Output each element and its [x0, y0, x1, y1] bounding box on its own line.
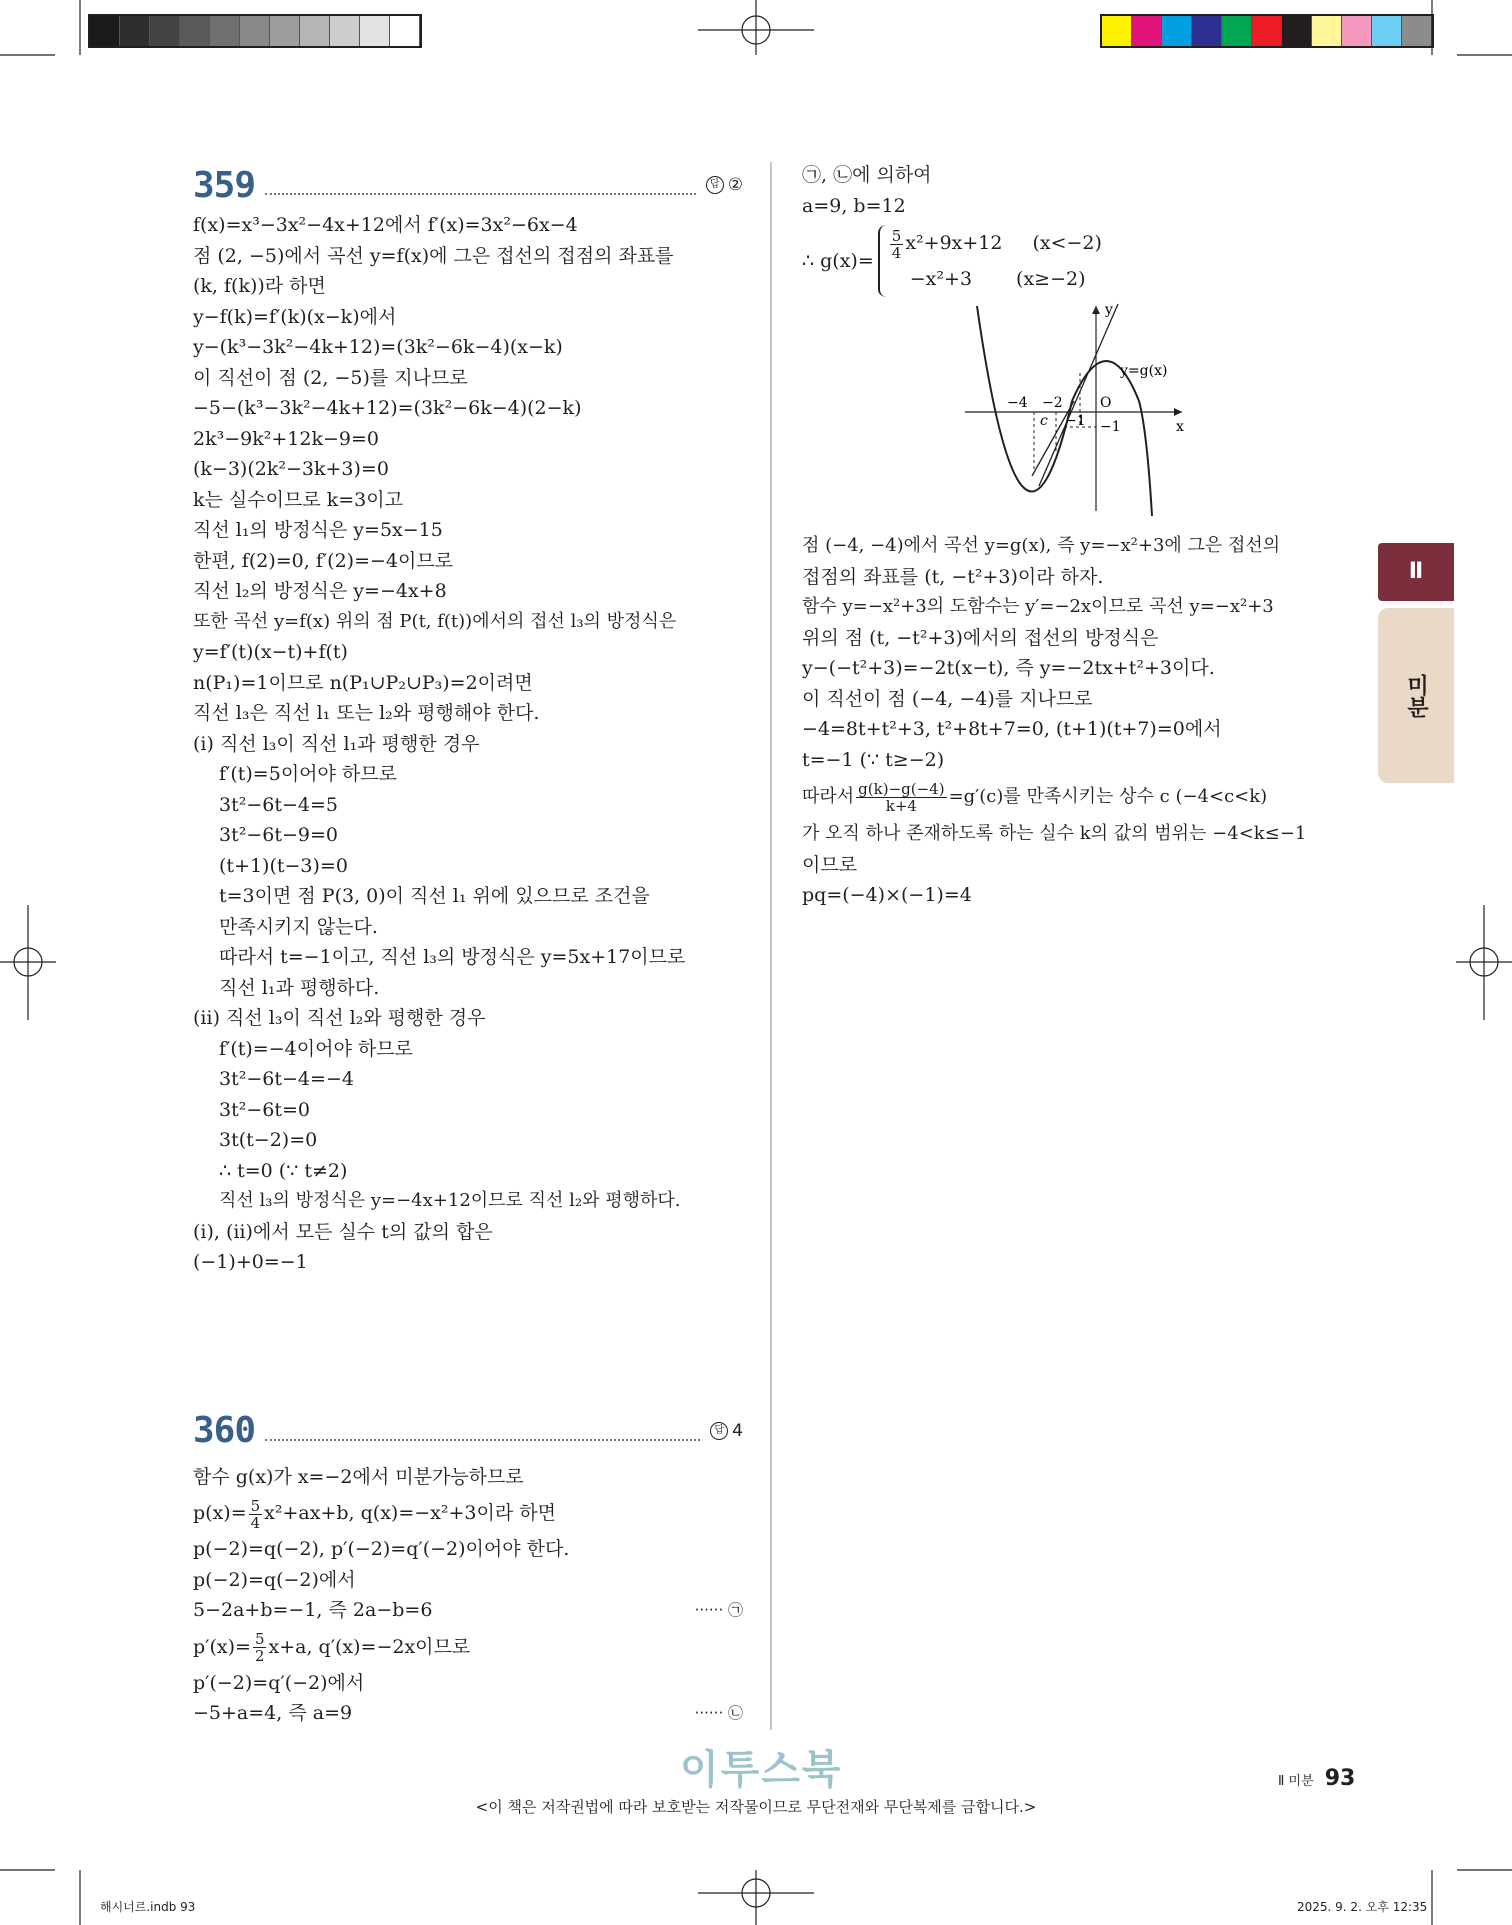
case-1-line: 만족시키지 않는다.	[219, 915, 378, 938]
case-2-line: 3t²−6t−4=−4	[219, 1068, 354, 1090]
solution-line: 접점의 좌표를 (t, −t²+3)이라 하자.	[802, 565, 1104, 588]
origin-label: O	[1100, 395, 1112, 411]
conclusion-line: (−1)+0=−1	[193, 1251, 308, 1273]
solution-line: t=−1 (∵ t≥−2)	[802, 748, 945, 771]
solution-line: n(P₁)=1이므로 n(P₁∪P₂∪P₃)=2이려면	[193, 671, 533, 694]
case-2-line: 3t(t−2)=0	[219, 1129, 318, 1151]
case-1-line: f′(t)=5이어야 하므로	[219, 763, 397, 785]
page-number: 93	[1324, 1766, 1356, 1791]
fraction	[856, 781, 946, 814]
solution-line: 이 직선이 점 (−4, −4)를 지나므로	[802, 687, 1093, 710]
leader-dots	[265, 175, 696, 195]
solution-line: 직선 l₂의 방정식은 y=−4x+8	[193, 580, 447, 602]
solution-line: 이므로	[802, 853, 858, 876]
solution-line: −4=8t+t²+3, t²+8t+7=0, (t+1)(t+7)=0에서	[802, 718, 1222, 740]
left-column	[193, 160, 743, 1729]
solution-line: −5−(k³−3k²−4k+12)=(3k²−6k−4)(2−k)	[193, 397, 582, 419]
case-2-line: 3t²−6t=0	[219, 1098, 310, 1121]
solution-line: y−f(k)=f′(k)(x−k)에서	[193, 305, 397, 328]
fraction	[890, 228, 904, 261]
x-axis-label: x	[1176, 419, 1184, 435]
case-1-line: 따라서 t=−1이고, 직선 l₃의 방정식은 y=5x+17이므로	[219, 946, 686, 968]
conclusion-line: (ⅰ), (ⅱ)에서 모든 실수 t의 값의 합은	[193, 1220, 493, 1243]
chapter-tab-numeral: Ⅱ	[1378, 543, 1454, 601]
expr-part: 5−2a+b=−1, 즉 2a−b=6	[193, 1599, 433, 1621]
case-1-line: 3t²−6t−9=0	[219, 824, 339, 846]
expr-part: =g′(c)를 만족시키는 상수 c (−4<c<k)	[948, 786, 1268, 807]
answer-icon: 답	[710, 1422, 728, 1440]
fraction	[249, 1498, 263, 1531]
case-1-line: t=3이면 점 P(3, 0)이 직선 l₁ 위에 있으므로 조건을	[219, 885, 650, 907]
solution-line: f(x)=x³−3x²−4x+12에서 f′(x)=3x²−6x−4	[193, 214, 578, 236]
tick-label: −2	[1042, 395, 1063, 411]
x-arrow	[1174, 408, 1182, 416]
piece-row	[888, 225, 1213, 261]
denominator: k+4	[885, 796, 917, 815]
case-2-line: f′(t)=−4이어야 하므로	[219, 1037, 413, 1060]
expr-part: −x²+3	[909, 268, 973, 290]
solution-line	[802, 775, 1362, 819]
expr-part: p′(x)=	[193, 1635, 251, 1658]
expr-part: 따라서	[802, 786, 855, 807]
tick-label: −1	[1065, 413, 1086, 429]
solution-line: 위의 점 (t, −t²+3)에서의 접선의 방정식은	[802, 626, 1159, 649]
answer-badge	[710, 1421, 743, 1441]
solution-line: 2k³−9k²+12k−9=0	[193, 427, 379, 450]
c-label: c	[1040, 413, 1048, 429]
solution-line: 직선 l₁의 방정식은 y=5x−15	[193, 519, 443, 541]
solution-line: k는 실수이므로 k=3이고	[193, 488, 403, 511]
case-1-line: 직선 l₁과 평행하다.	[219, 976, 380, 999]
case-2-line: ∴ t=0 (∵ t≠2)	[219, 1159, 348, 1182]
solution-line: pq=(−4)×(−1)=4	[802, 884, 972, 906]
leader-dots	[265, 1421, 700, 1441]
expr-part: x²+ax+b, q(x)=−x²+3이라 하면	[264, 1502, 556, 1524]
expr-part: x+a, q′(x)=−2x이므로	[268, 1635, 471, 1658]
condition: (x≥−2)	[1016, 268, 1086, 290]
print-slug-date: 2025. 9. 2. 오후 12:35	[1297, 1900, 1428, 1914]
solution-line	[193, 1698, 743, 1729]
tick-label: −4	[1007, 395, 1028, 411]
solution-line: ㉠, ㉡에 의하여	[802, 164, 932, 186]
solution-line	[193, 1626, 743, 1668]
problem-359-header	[193, 160, 743, 210]
expr-part: ∴ g(x)=	[802, 250, 874, 272]
publisher-logo: 이투스북	[680, 1747, 843, 1793]
y-arrow	[1092, 306, 1100, 314]
problem-359-body	[193, 210, 743, 1278]
denominator: 2	[254, 1647, 265, 1665]
condition: (x<−2)	[1032, 232, 1102, 254]
problem-number: 359	[193, 164, 256, 206]
solution-line: p(−2)=q(−2), p′(−2)=q′(−2)이어야 한다.	[193, 1538, 570, 1560]
solution-line: p′(−2)=q′(−2)에서	[193, 1671, 365, 1694]
graph-g	[802, 301, 1362, 531]
solution-line	[193, 1492, 743, 1534]
piecewise-definition	[802, 225, 1362, 297]
solution-line: 가 오직 하나 존재하도록 하는 실수 k의 값의 범위는 −4<k≤−1	[802, 823, 1307, 844]
solution-line: a=9, b=12	[802, 194, 906, 217]
solution-line: 한편, f(2)=0, f′(2)=−4이므로	[193, 549, 454, 572]
solution-line	[193, 1595, 743, 1626]
solution-line: 점 (−4, −4)에서 곡선 y=g(x), 즉 y=−x²+3에 그은 접선의	[802, 535, 1281, 556]
page-footer	[1278, 1766, 1355, 1791]
case-1-line: (t+1)(t−3)=0	[219, 854, 348, 877]
solution-line: y=f′(t)(x−t)+f(t)	[193, 641, 348, 663]
curve-label: y=g(x)	[1120, 363, 1168, 379]
solution-line: y−(k³−3k²−4k+12)=(3k²−6k−4)(x−k)	[193, 336, 563, 358]
y-axis-label: y	[1105, 302, 1113, 318]
chapter-tab-label	[1378, 608, 1454, 783]
tick-label: −1	[1100, 419, 1121, 435]
piecewise-brace	[878, 225, 1213, 297]
section-label: Ⅱ 미분	[1278, 1774, 1314, 1789]
expr-part: x²+9x+12	[905, 232, 1003, 254]
fraction	[253, 1631, 267, 1664]
answer-value: 4	[732, 1420, 743, 1441]
solution-line: 이 직선이 점 (2, −5)를 지나므로	[193, 366, 468, 389]
numerator: g(k)−g(−4)	[858, 779, 945, 798]
answer-icon: 답	[706, 176, 724, 194]
case-1-line: 3t²−6t−4=5	[219, 793, 339, 816]
equation-tag: ······ ㉠	[694, 1601, 743, 1619]
case-1-title: (ⅰ) 직선 l₃이 직선 l₁과 평행한 경우	[193, 732, 480, 755]
solution-line: 함수 y=−x²+3의 도함수는 y′=−2x이므로 곡선 y=−x²+3	[802, 596, 1274, 617]
solution-line: 점 (2, −5)에서 곡선 y=f(x)에 그은 접선의 접점의 좌표를	[193, 244, 674, 267]
solution-line: 또한 곡선 y=f(x) 위의 점 P(t, f(t))에서의 접선 l₃의 방정식은	[193, 610, 677, 632]
solution-line: (k−3)(2k²−3k+3)=0	[193, 458, 389, 480]
problem-360-header	[193, 1406, 743, 1456]
case-2-line: 직선 l₃의 방정식은 y=−4x+12이므로 직선 l₂와 평행하다.	[219, 1190, 681, 1211]
copyright-notice: <이 책은 저작권법에 따라 보호받는 저작물이므로 무단전재와 무단복제를 금합니다.>	[475, 1798, 1037, 1816]
case-2-title: (ⅱ) 직선 l₃이 직선 l₂와 평행한 경우	[193, 1007, 486, 1029]
equation-tag: ······ ㉡	[694, 1704, 743, 1722]
answer-value: ②	[727, 175, 743, 195]
expr-part: p(x)=	[193, 1502, 247, 1524]
print-slug-file: 해시너르.indb 93	[100, 1900, 196, 1914]
solution-line: y−(−t²+3)=−2t(x−t), 즉 y=−2tx+t²+3이다.	[802, 657, 1215, 679]
solution-line: 직선 l₃은 직선 l₁ 또는 l₂와 평행해야 한다.	[193, 702, 540, 724]
parabola-right	[1072, 361, 1152, 516]
numerator: 5	[891, 226, 902, 245]
right-column	[802, 160, 1362, 911]
solution-line: p(−2)=q(−2)에서	[193, 1568, 356, 1591]
problem-number: 360	[193, 1410, 256, 1451]
denominator: 4	[250, 1513, 261, 1532]
problem-360-body	[193, 1462, 743, 1729]
numerator: 5	[254, 1630, 265, 1648]
denominator: 4	[891, 243, 902, 262]
piece-row	[888, 261, 1213, 297]
solution-line: (k, f(k))라 하면	[193, 275, 326, 297]
chapter-tab-text: 미분	[1403, 673, 1429, 718]
answer-badge	[706, 175, 743, 195]
numerator: 5	[250, 1496, 261, 1515]
expr-part: −5+a=4, 즉 a=9	[193, 1702, 353, 1724]
solution-line: 함수 g(x)가 x=−2에서 미분가능하므로	[193, 1465, 524, 1488]
